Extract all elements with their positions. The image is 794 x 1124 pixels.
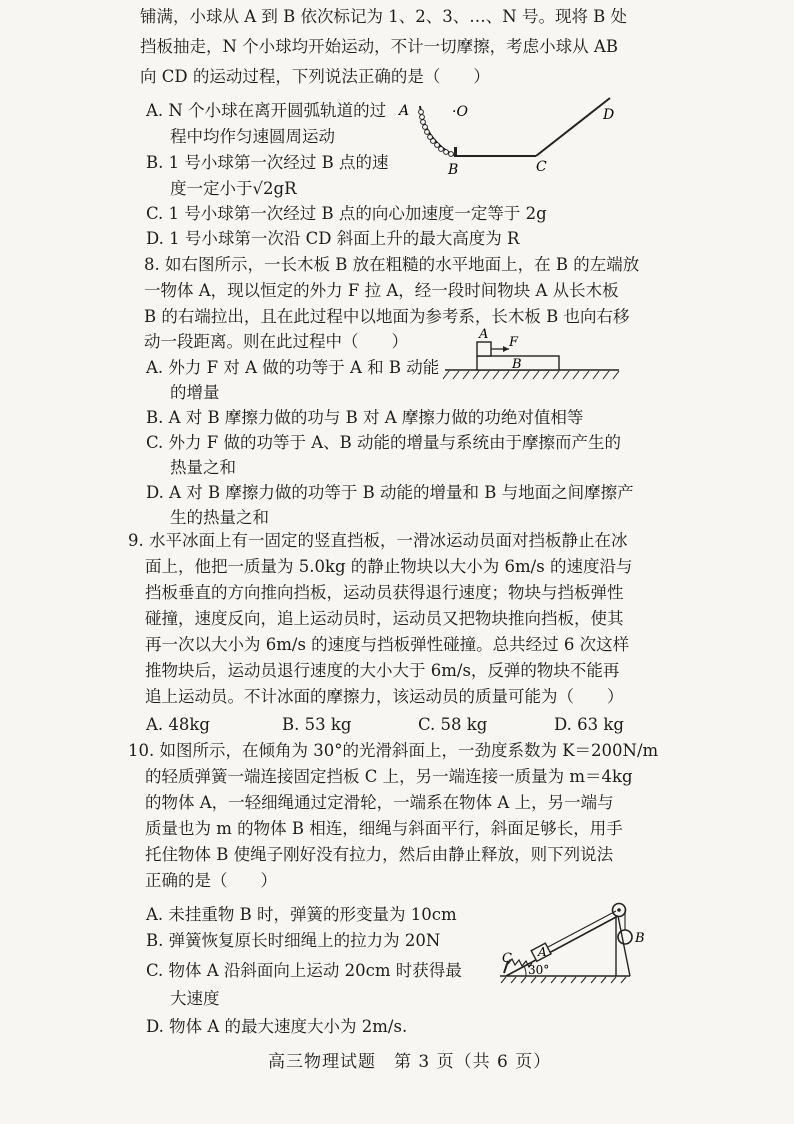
q7-label-a: A bbox=[399, 103, 410, 119]
q7-label-o: ·O bbox=[452, 104, 468, 120]
q7-intro-line: 铺满，小球从 A 到 B 依次标记为 1、2、3、…、N 号。现将 B 处 bbox=[140, 7, 628, 26]
q8-option-d: D. A 对 B 摩擦力做的功等于 B 动能的增量和 B 与地面之间摩擦产 bbox=[146, 483, 634, 502]
q9-option-d: D. 63 kg bbox=[554, 715, 624, 734]
q8-option-c: C. 外力 F 做的功等于 A、B 动能的增量与系统由于摩擦而产生的 bbox=[146, 433, 621, 452]
q8-option-a-cont: 的增量 bbox=[170, 383, 220, 402]
q8-stem-line: B 的右端拉出，且在此过程中以地面为参考系，长木板 B 也向右移 bbox=[144, 307, 630, 326]
q7-option-a-cont: 程中均作匀速圆周运动 bbox=[170, 127, 335, 146]
q9-option-c: C. 58 kg bbox=[418, 715, 488, 734]
q7-option-b: B. 1 号小球第一次经过 B 点的速 bbox=[146, 153, 389, 172]
q10-stem-line: 正确的是（ ） bbox=[145, 871, 277, 890]
q9-stem-line: 再一次以大小为 6m/s 的速度与挡板弹性碰撞。总共经过 6 次这样 bbox=[145, 635, 630, 654]
q7-option-b-cont: 度一定小于√2gR bbox=[170, 179, 297, 198]
q7-label-b: B bbox=[448, 162, 459, 178]
q9-stem-line: 推物块后，运动员退行速度的大小大于 6m/s，反弹的物块不能再 bbox=[145, 661, 620, 680]
q7-label-c: C bbox=[536, 159, 547, 175]
q7-intro-line: 向 CD 的运动过程，下列说法正确的是（ ） bbox=[140, 67, 490, 86]
q8-option-b: B. A 对 B 摩擦力做的功与 B 对 A 摩擦力做的功绝对值相等 bbox=[146, 408, 584, 427]
q8-stem-line: 动一段距离。则在此过程中（ ） bbox=[144, 332, 408, 351]
q7-figure-track bbox=[396, 92, 624, 182]
q10-stem-line: 质量也为 m 的物体 B 相连，细绳与斜面平行，斜面足够长，用手 bbox=[145, 819, 623, 838]
q10-stem-line: 的轻质弹簧一端连接固定挡板 C 上，另一端连接一质量为 m＝4kg bbox=[145, 767, 633, 786]
q10-option-a: A. 未挂重物 B 时，弹簧的形变量为 10cm bbox=[146, 905, 457, 924]
q9-stem-line: 碰撞，速度反向，追上运动员时，运动员又把物块推向挡板，使其 bbox=[145, 609, 624, 628]
page-footer: 高三物理试题 第 3 页（共 6 页） bbox=[268, 1052, 552, 1072]
q7-label-d: D bbox=[603, 107, 615, 123]
q9-option-a: A. 48kg bbox=[146, 715, 210, 734]
q8-option-a: A. 外力 F 对 A 做的功等于 A 和 B 动能 bbox=[146, 358, 440, 377]
q8-stem-line: 8. 如右图所示，一长木板 B 放在粗糙的水平地面上，在 B 的左端放 bbox=[144, 255, 640, 274]
q10-label-b: B bbox=[635, 931, 645, 946]
q8-label-b: B bbox=[512, 357, 522, 372]
q10-option-d: D. 物体 A 的最大速度大小为 2m/s. bbox=[146, 1017, 408, 1036]
q9-stem-line: 挡板垂直的方向推向挡板，运动员获得退行速度；物块与挡板弹性 bbox=[145, 583, 624, 602]
q9-stem-line: 追上运动员。不计冰面的摩擦力，该运动员的质量可能为（ ） bbox=[145, 687, 624, 706]
q8-figure-board bbox=[443, 324, 623, 382]
q7-option-d: D. 1 号小球第一次沿 CD 斜面上升的最大高度为 R bbox=[146, 229, 520, 248]
q7-option-c: C. 1 号小球第一次经过 B 点的向心加速度一定等于 2g bbox=[146, 204, 547, 223]
q10-stem-line: 的物体 A，一轻细绳通过定滑轮，一端系在物体 A 上，另一端与 bbox=[145, 793, 614, 812]
q10-stem-line: 10. 如图所示，在倾角为 30°的光滑斜面上，一劲度系数为 K＝200N/m bbox=[128, 741, 659, 760]
q10-figure-incline bbox=[498, 898, 658, 988]
q10-option-c-cont: 大速度 bbox=[170, 989, 220, 1008]
q7-intro-line: 挡板抽走，N 个小球均开始运动，不计一切摩擦，考虑小球从 AB bbox=[140, 37, 618, 56]
q7-option-a: A. N 个小球在离开圆弧轨道的过 bbox=[146, 101, 387, 120]
q8-label-f: F bbox=[509, 335, 519, 350]
q10-stem-line: 托住物体 B 使绳子刚好没有拉力，然后由静止释放，则下列说法 bbox=[145, 845, 614, 864]
q10-label-c: C bbox=[502, 951, 512, 966]
q9-option-b: B. 53 kg bbox=[282, 715, 352, 734]
q10-option-c: C. 物体 A 沿斜面向上运动 20cm 时获得最 bbox=[146, 961, 462, 980]
q8-stem-line: 一物体 A，现以恒定的外力 F 拉 A，经一段时间物块 A 从长木板 bbox=[144, 281, 619, 300]
q10-label-a: A bbox=[538, 945, 547, 959]
q10-option-b: B. 弹簧恢复原长时细绳上的拉力为 20N bbox=[146, 931, 441, 950]
q10-label-angle: 30° bbox=[528, 963, 550, 977]
q8-option-c-cont: 热量之和 bbox=[170, 458, 236, 477]
q8-option-d-cont: 生的热量之和 bbox=[170, 508, 269, 527]
q9-stem-line: 9. 水平冰面上有一固定的竖直挡板，一滑冰运动员面对挡板静止在冰 bbox=[128, 531, 628, 550]
q9-stem-line: 面上，他把一质量为 5.0kg 的静止物块以大小为 6m/s 的速度沿与 bbox=[145, 557, 633, 576]
q8-label-a: A bbox=[479, 327, 489, 342]
